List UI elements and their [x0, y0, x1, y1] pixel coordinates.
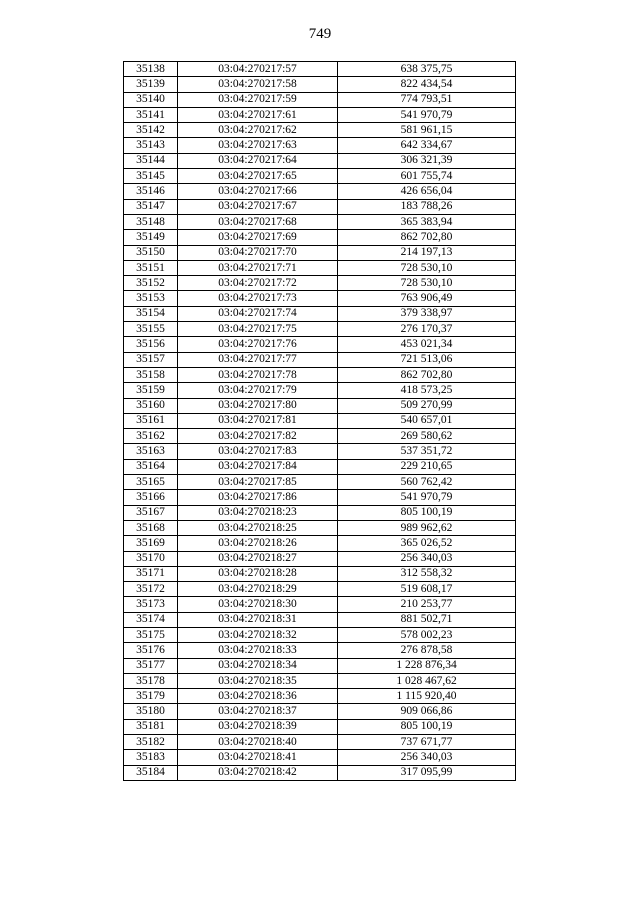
cadastral-value-cell: 256 340,03	[338, 551, 516, 566]
row-number-cell: 35146	[124, 184, 178, 199]
cadastral-value-cell: 642 334,67	[338, 138, 516, 153]
cadastral-number-cell: 03:04:270218:31	[178, 612, 338, 627]
cadastral-number-cell: 03:04:270218:25	[178, 520, 338, 535]
cadastral-value-cell: 774 793,51	[338, 92, 516, 107]
cadastral-number-cell: 03:04:270217:74	[178, 306, 338, 321]
row-number-cell: 35147	[124, 199, 178, 214]
cadastral-number-cell: 03:04:270217:69	[178, 230, 338, 245]
row-number-cell: 35174	[124, 612, 178, 627]
cadastral-value-cell: 365 026,52	[338, 536, 516, 551]
table-row	[124, 627, 516, 642]
row-number-cell: 35143	[124, 138, 178, 153]
cadastral-value-cell: 276 170,37	[338, 322, 516, 337]
table-row	[124, 92, 516, 107]
table-row	[124, 107, 516, 122]
cadastral-number-cell: 03:04:270218:34	[178, 658, 338, 673]
cadastral-number-cell: 03:04:270218:40	[178, 735, 338, 750]
row-number-cell: 35166	[124, 490, 178, 505]
cadastral-value-cell: 418 573,25	[338, 383, 516, 398]
table-row	[124, 582, 516, 597]
cadastral-number-cell: 03:04:270217:68	[178, 214, 338, 229]
row-number-cell: 35149	[124, 230, 178, 245]
cadastral-value-cell: 509 270,99	[338, 398, 516, 413]
cadastral-value-cell: 805 100,19	[338, 505, 516, 520]
cadastral-number-cell: 03:04:270217:85	[178, 475, 338, 490]
cadastral-value-cell: 214 197,13	[338, 245, 516, 260]
row-number-cell: 35153	[124, 291, 178, 306]
table-row	[124, 505, 516, 520]
row-number-cell: 35169	[124, 536, 178, 551]
cadastral-value-cell: 763 906,49	[338, 291, 516, 306]
row-number-cell: 35175	[124, 627, 178, 642]
cadastral-number-cell: 03:04:270217:81	[178, 413, 338, 428]
row-number-cell: 35155	[124, 322, 178, 337]
cadastral-number-cell: 03:04:270217:76	[178, 337, 338, 352]
cadastral-number-cell: 03:04:270217:59	[178, 92, 338, 107]
table-row	[124, 444, 516, 459]
row-number-cell: 35178	[124, 673, 178, 688]
cadastral-number-cell: 03:04:270217:73	[178, 291, 338, 306]
table-row	[124, 566, 516, 581]
cadastral-value-cell: 540 657,01	[338, 413, 516, 428]
row-number-cell: 35165	[124, 475, 178, 490]
cadastral-value-cell: 519 608,17	[338, 582, 516, 597]
cadastral-number-cell: 03:04:270218:28	[178, 566, 338, 581]
table-row	[124, 62, 516, 77]
table-row	[124, 612, 516, 627]
cadastral-value-cell: 229 210,65	[338, 459, 516, 474]
cadastral-number-cell: 03:04:270218:30	[178, 597, 338, 612]
row-number-cell: 35142	[124, 123, 178, 138]
cadastral-value-cell: 560 762,42	[338, 475, 516, 490]
table-row	[124, 352, 516, 367]
table-row	[124, 750, 516, 765]
cadastral-number-cell: 03:04:270217:79	[178, 383, 338, 398]
cadastral-value-cell: 737 671,77	[338, 735, 516, 750]
row-number-cell: 35164	[124, 459, 178, 474]
cadastral-number-cell: 03:04:270217:72	[178, 276, 338, 291]
cadastral-number-cell: 03:04:270217:78	[178, 367, 338, 382]
cadastral-value-cell: 578 002,23	[338, 627, 516, 642]
cadastral-value-cell: 256 340,03	[338, 750, 516, 765]
row-number-cell: 35176	[124, 643, 178, 658]
cadastral-number-cell: 03:04:270217:82	[178, 429, 338, 444]
cadastral-number-cell: 03:04:270217:67	[178, 199, 338, 214]
cadastral-value-cell: 721 513,06	[338, 352, 516, 367]
row-number-cell: 35179	[124, 689, 178, 704]
row-number-cell: 35140	[124, 92, 178, 107]
cadastral-value-cell: 379 338,97	[338, 306, 516, 321]
cadastral-value-cell: 276 878,58	[338, 643, 516, 658]
table-row	[124, 551, 516, 566]
table-row	[124, 184, 516, 199]
cadastral-value-table	[123, 61, 516, 781]
cadastral-value-cell: 862 702,80	[338, 230, 516, 245]
row-number-cell: 35139	[124, 77, 178, 92]
cadastral-value-cell: 306 321,39	[338, 153, 516, 168]
row-number-cell: 35159	[124, 383, 178, 398]
row-number-cell: 35160	[124, 398, 178, 413]
row-number-cell: 35167	[124, 505, 178, 520]
table-row	[124, 704, 516, 719]
cadastral-value-cell: 601 755,74	[338, 169, 516, 184]
table-row	[124, 490, 516, 505]
cadastral-value-cell: 312 558,32	[338, 566, 516, 581]
table-row	[124, 138, 516, 153]
table-row	[124, 245, 516, 260]
cadastral-value-cell: 989 962,62	[338, 520, 516, 535]
cadastral-value-cell: 183 788,26	[338, 199, 516, 214]
cadastral-number-cell: 03:04:270217:77	[178, 352, 338, 367]
table-row	[124, 291, 516, 306]
cadastral-number-cell: 03:04:270218:37	[178, 704, 338, 719]
cadastral-value-cell: 1 028 467,62	[338, 673, 516, 688]
row-number-cell: 35138	[124, 62, 178, 77]
cadastral-value-cell: 537 351,72	[338, 444, 516, 459]
row-number-cell: 35173	[124, 597, 178, 612]
table-row	[124, 260, 516, 275]
cadastral-number-cell: 03:04:270217:63	[178, 138, 338, 153]
cadastral-number-cell: 03:04:270218:35	[178, 673, 338, 688]
cadastral-number-cell: 03:04:270218:41	[178, 750, 338, 765]
cadastral-value-cell: 269 580,62	[338, 429, 516, 444]
cadastral-number-cell: 03:04:270217:64	[178, 153, 338, 168]
table-row	[124, 214, 516, 229]
row-number-cell: 35183	[124, 750, 178, 765]
page-number: 749	[308, 26, 332, 42]
table-row	[124, 322, 516, 337]
row-number-cell: 35145	[124, 169, 178, 184]
table-row	[124, 475, 516, 490]
cadastral-value-cell: 210 253,77	[338, 597, 516, 612]
cadastral-number-cell: 03:04:270218:29	[178, 582, 338, 597]
cadastral-value-cell: 581 961,15	[338, 123, 516, 138]
row-number-cell: 35181	[124, 719, 178, 734]
table-row	[124, 398, 516, 413]
row-number-cell: 35170	[124, 551, 178, 566]
cadastral-number-cell: 03:04:270217:58	[178, 77, 338, 92]
row-number-cell: 35148	[124, 214, 178, 229]
cadastral-value-cell: 541 970,79	[338, 107, 516, 122]
cadastral-number-cell: 03:04:270218:42	[178, 765, 338, 780]
row-number-cell: 35172	[124, 582, 178, 597]
table-row	[124, 367, 516, 382]
cadastral-number-cell: 03:04:270218:36	[178, 689, 338, 704]
cadastral-value-cell: 909 066,86	[338, 704, 516, 719]
table-row	[124, 735, 516, 750]
row-number-cell: 35144	[124, 153, 178, 168]
row-number-cell: 35141	[124, 107, 178, 122]
cadastral-number-cell: 03:04:270217:71	[178, 260, 338, 275]
cadastral-value-cell: 453 021,34	[338, 337, 516, 352]
cadastral-value-cell: 365 383,94	[338, 214, 516, 229]
row-number-cell: 35161	[124, 413, 178, 428]
row-number-cell: 35163	[124, 444, 178, 459]
table-row	[124, 123, 516, 138]
row-number-cell: 35171	[124, 566, 178, 581]
cadastral-value-cell: 317 095,99	[338, 765, 516, 780]
row-number-cell: 35182	[124, 735, 178, 750]
row-number-cell: 35162	[124, 429, 178, 444]
cadastral-number-cell: 03:04:270218:33	[178, 643, 338, 658]
table-row	[124, 520, 516, 535]
cadastral-number-cell: 03:04:270217:75	[178, 322, 338, 337]
cadastral-value-cell: 1 228 876,34	[338, 658, 516, 673]
table-row	[124, 77, 516, 92]
table-row	[124, 383, 516, 398]
cadastral-number-cell: 03:04:270217:86	[178, 490, 338, 505]
cadastral-value-cell: 426 656,04	[338, 184, 516, 199]
table-row	[124, 536, 516, 551]
cadastral-number-cell: 03:04:270218:26	[178, 536, 338, 551]
table-row	[124, 429, 516, 444]
cadastral-value-cell: 541 970,79	[338, 490, 516, 505]
table-row	[124, 597, 516, 612]
row-number-cell: 35154	[124, 306, 178, 321]
table-row	[124, 153, 516, 168]
row-number-cell: 35184	[124, 765, 178, 780]
row-number-cell: 35157	[124, 352, 178, 367]
row-number-cell: 35158	[124, 367, 178, 382]
table-row	[124, 459, 516, 474]
cadastral-number-cell: 03:04:270217:57	[178, 62, 338, 77]
cadastral-value-cell: 1 115 920,40	[338, 689, 516, 704]
row-number-cell: 35156	[124, 337, 178, 352]
cadastral-value-cell: 638 375,75	[338, 62, 516, 77]
row-number-cell: 35151	[124, 260, 178, 275]
cadastral-number-cell: 03:04:270218:27	[178, 551, 338, 566]
table-row	[124, 658, 516, 673]
cadastral-number-cell: 03:04:270217:66	[178, 184, 338, 199]
table-row	[124, 276, 516, 291]
cadastral-value-cell: 728 530,10	[338, 260, 516, 275]
table-row	[124, 169, 516, 184]
cadastral-value-cell: 728 530,10	[338, 276, 516, 291]
row-number-cell: 35180	[124, 704, 178, 719]
table-row	[124, 230, 516, 245]
cadastral-number-cell: 03:04:270217:62	[178, 123, 338, 138]
table-body	[124, 62, 516, 781]
cadastral-number-cell: 03:04:270217:70	[178, 245, 338, 260]
cadastral-value-cell: 862 702,80	[338, 367, 516, 382]
row-number-cell: 35150	[124, 245, 178, 260]
cadastral-number-cell: 03:04:270218:39	[178, 719, 338, 734]
row-number-cell: 35168	[124, 520, 178, 535]
cadastral-value-cell: 805 100,19	[338, 719, 516, 734]
table-row	[124, 643, 516, 658]
row-number-cell: 35152	[124, 276, 178, 291]
table-row	[124, 199, 516, 214]
table-row	[124, 689, 516, 704]
table-row	[124, 337, 516, 352]
row-number-cell: 35177	[124, 658, 178, 673]
table-row	[124, 719, 516, 734]
table-row	[124, 765, 516, 780]
cadastral-number-cell: 03:04:270217:61	[178, 107, 338, 122]
table-row	[124, 413, 516, 428]
cadastral-number-cell: 03:04:270218:23	[178, 505, 338, 520]
cadastral-number-cell: 03:04:270217:84	[178, 459, 338, 474]
cadastral-number-cell: 03:04:270217:65	[178, 169, 338, 184]
cadastral-value-cell: 881 502,71	[338, 612, 516, 627]
cadastral-value-cell: 822 434,54	[338, 77, 516, 92]
cadastral-number-cell: 03:04:270217:83	[178, 444, 338, 459]
table-row	[124, 306, 516, 321]
cadastral-number-cell: 03:04:270218:32	[178, 627, 338, 642]
cadastral-number-cell: 03:04:270217:80	[178, 398, 338, 413]
table-row	[124, 673, 516, 688]
